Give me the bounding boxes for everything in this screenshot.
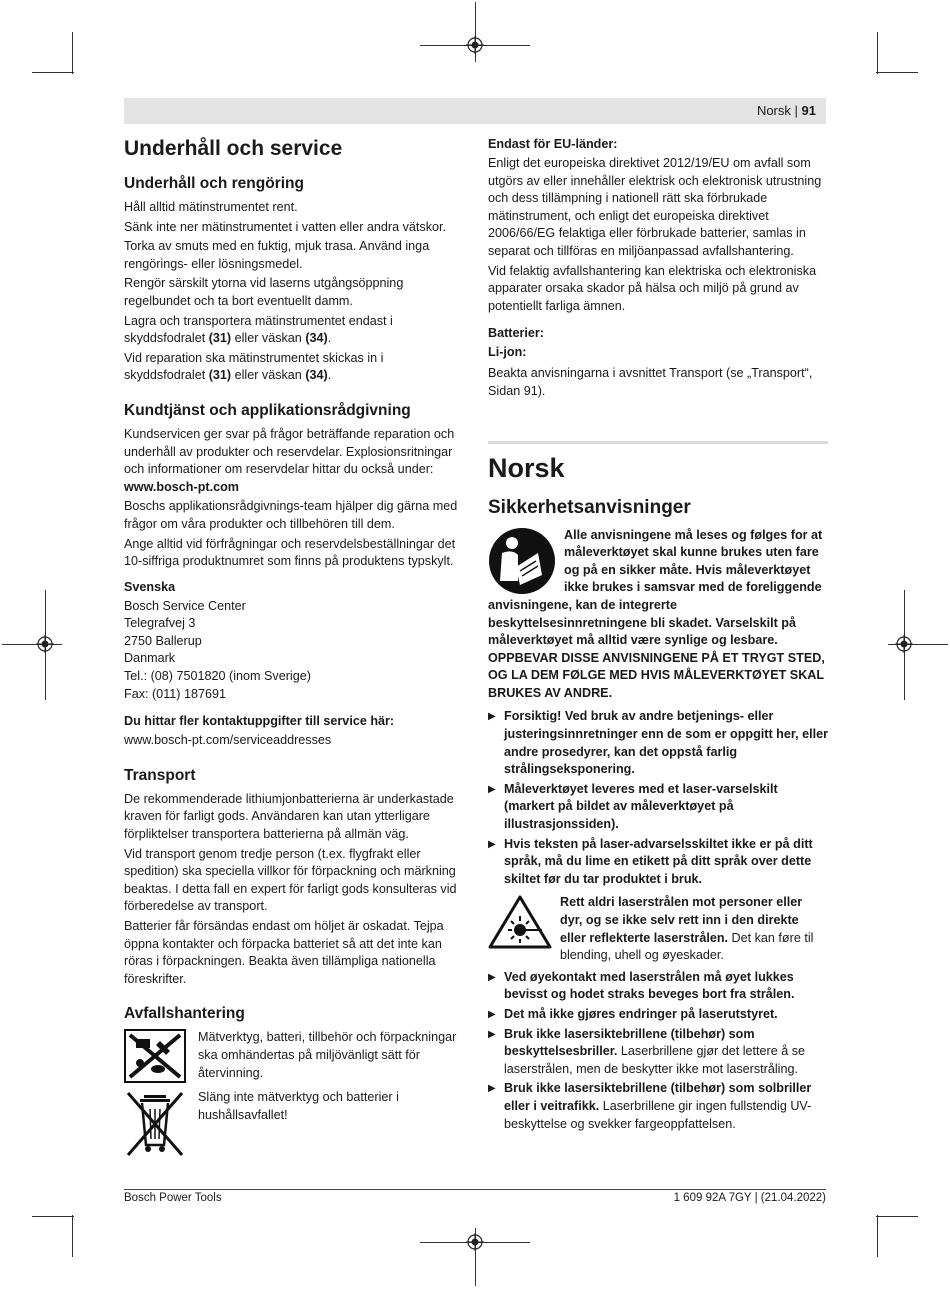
safety-bullet: ▶ Det må ikke gjøres endringer på laserutstyret. (488, 1006, 828, 1024)
disposal-heading: Avfallshantering (124, 1005, 245, 1023)
header-section: Norsk (756, 103, 791, 118)
service-heading: Kundtjänst och applikationsrådgivning (124, 401, 411, 419)
text-span: Lagra och transportera mätinstrumentet endast i skyddsfodralet (124, 313, 393, 346)
eu-text: Beakta anvisningarna i avsnittet Transport (se „Transport“, Sidan 91). (488, 366, 813, 398)
text-span: Laserbrillene gjør det lettere å se laserstrålen, men de beskytter ikke mot laserstråling. (504, 1044, 806, 1076)
maintenance-text (124, 350, 464, 385)
maintenance-text: Rengör särskilt ytorna vid laserns utgångsöppning regelbundet och ta bort eventuellt damm. (124, 276, 404, 308)
fax-number: Fax: (011) 187691 (124, 686, 226, 701)
footer-rule (124, 1189, 826, 1190)
footer-doc-number: 1 609 92A 7GY | (21.04.2022) (673, 1192, 826, 1204)
crop-mark (32, 1216, 74, 1217)
eu-text: Vid felaktig avfallshantering kan elektriska och elektroniska apparater orsaka skador på hälsa och miljö på grund av potentiellt farliga ämnen. (488, 263, 817, 313)
laser-warning-icon (488, 894, 552, 950)
address-line: Danmark (124, 651, 176, 666)
text-span: Vid reparation ska mätinstrumentet skickas in i skyddsfodralet (124, 350, 384, 383)
transport-text: De rekommenderade lithiumjonbatterierna är underkastade kraven för farligt gods. Användaren kan utan ytterligare förpliktelser transportera batterierna på allmän väg. (124, 791, 454, 842)
crop-mark (876, 1216, 918, 1217)
header-page-number: 91 (801, 103, 816, 118)
safety-bullet (488, 1026, 828, 1079)
safety-bullet (488, 1080, 828, 1133)
text-span: Bruk ikke lasersiktebrillene (tilbehør) som beskyttelsesbriller. (504, 1026, 755, 1059)
recycling-symbol-icon (124, 1029, 186, 1083)
safety-intro-text: Alle anvisningene må leses og følges for at måleverktøyet skal kunne brukes uten fare og på en sikker måte. Hvis måleverktøyet ikke brukes i samsvar med de foreliggende anvisningene, kan de integrerte beskyttelsesinnretningene bli skadet. Varselskilt på måleverktøyet må alltid være synlige og lesbare. OPPBEVAR DISSE ANVISNINGENE PÅ ET TRYGT STED, OG LA DEM FØLGE MED HVIS MÅLEVERKTØYET SKAL BRUKES AV ANDRE. (488, 527, 825, 700)
maintenance-heading: Underhåll och rengöring (124, 175, 304, 192)
crop-mark (72, 32, 73, 74)
text-span: eller väskan (231, 331, 306, 346)
text-span: . (327, 368, 332, 383)
header-separator: | (794, 103, 798, 118)
disposal-text: Släng inte mätverktyg och batterier i hushållsavfallet! (198, 1090, 399, 1122)
eu-heading: Endast för EU-länder: (488, 137, 618, 151)
text-span: (34) (305, 331, 328, 346)
text-span: Rett aldri laserstrålen mot personer eller dyr, og se ikke selv rett inn i den direkte eller reflekterte laserstrålen. (560, 895, 803, 945)
text-span: (34) (305, 368, 328, 383)
registration-mark-icon (466, 1233, 484, 1251)
service-text: Ange alltid vid förfrågningar och reservdelsbeställningar det 10-siffriga produktnumret som finns på produktens typskylt. (124, 536, 456, 569)
section-divider (488, 441, 828, 444)
safety-bullet: ▶ Måleverktøyet leveres med et laser-varselskilt (markert på bildet av måleverktøyet på illustrasjonssiden). (488, 781, 828, 834)
service-text: Kundservicen ger svar på frågor beträffande reparation och underhåll av produkter och reservdelar. Explosionsritningar och informationer om reservdelar hittar du också under: (124, 426, 455, 477)
service-text: Boschs applikationsrådgivnings-team hjälper dig gärna med frågor om våra produkter och tillbehören till dem. (124, 499, 458, 531)
phone-number: Tel.: (08) 7501820 (inom Sverige) (124, 669, 311, 684)
disposal-text: Mätverktyg, batteri, tillbehör och förpackningar ska omhändertas på miljövänligt sätt för återvinning. (198, 1030, 457, 1080)
safety-bullet: ▶ Forsiktig! Ved bruk av andre betjenings- eller justeringsinnretninger enn de som er oppgitt her, eller andre prosedyrer, kan det oppstå farlig strålingseksponering. (488, 708, 828, 778)
transport-heading: Transport (124, 766, 196, 784)
more-contacts-heading: Du hittar fler kontaktuppgifter till service här: (124, 714, 395, 729)
header-page-label (757, 103, 816, 118)
section-title: Underhåll och service (124, 137, 343, 160)
safety-bullet: ▶ Hvis teksten på laser-advarselsskiltet ikke er på ditt språk, må du lime en etikett på ditt språk over dette skiltet før du tar produktet i bruk. (488, 836, 828, 889)
text-span: Laserbrillene gir ingen fullstendig UV-beskyttelse og svekker fargeoppfattelsen. (504, 1098, 812, 1131)
registration-mark-icon (466, 36, 484, 54)
disposal-row (124, 1089, 464, 1159)
maintenance-text: Sänk inte ner mätinstrumentet i vatten eller andra vätskor. (124, 219, 447, 234)
footer-brand: Bosch Power Tools (124, 1192, 222, 1204)
registration-mark-icon (895, 635, 913, 653)
transport-text: Vid transport genom tredje person (t.ex. flygfrakt eller spedition) ska speciella villkor för förpackning och märkning beaktas. I detta fall en expert för farligt gods konsulteras vid förberedelse av transport. (124, 846, 457, 914)
read-manual-icon (488, 527, 556, 595)
service-addresses-url[interactable]: www.bosch-pt.com/serviceaddresses (124, 733, 332, 748)
text-span: (31) (208, 331, 232, 346)
text-span: Bruk ikke lasersiktebrillene (tilbehør) som solbriller eller i veitrafikk. (504, 1081, 812, 1113)
text-span: . (327, 331, 332, 346)
crop-mark (32, 72, 74, 73)
maintenance-text: Torka av smuts med en fuktig, mjuk trasa. Använd inga rengörings- eller lösningsmedel. (124, 239, 430, 271)
address-line: Bosch Service Center (124, 598, 246, 613)
address-line: 2750 Ballerup (124, 633, 202, 648)
left-column (124, 136, 464, 1165)
laser-warning (488, 894, 828, 964)
maintenance-text (124, 313, 464, 348)
page-header (124, 98, 826, 124)
li-ion-heading: Li-jon: (488, 345, 527, 360)
registration-mark-icon (36, 635, 54, 653)
text-span: Det kan føre til blending, uhell og øyeskader. (560, 930, 814, 963)
transport-text: Batterier får försändas endast om höljet är oskadat. Tejpa öppna kontakter och förpacka batteriet så att det inte kan röras i förpackningen. Beakta även tillämpliga nationella föreskrifter. (124, 919, 444, 986)
safety-heading: Sikkerhetsanvisninger (488, 496, 691, 518)
safety-bullet: ▶ Ved øyekontakt med laserstrålen må øyet lukkes bevisst og hodet straks beveges bort fra strålen. (488, 969, 828, 1004)
text-span: eller väskan (231, 368, 306, 383)
service-url[interactable]: www.bosch-pt.com (124, 479, 239, 494)
address-line: Telegrafvej 3 (124, 616, 196, 631)
language-title: Norsk (488, 452, 565, 483)
eu-text: Enligt det europeiska direktivet 2012/19/EU om avfall som utgörs av eller innehåller elektrisk och elektronisk utrustning och dess tillämpning i nationell rätt ska förbrukade mätinstrument, och enligt det europeiska direktivet 2006/66/EG felaktiga eller förbrukade batterier, samlas in separat och tillföras en miljöanpassad avfallshantering. (488, 156, 822, 258)
batteries-heading: Batterier: (488, 326, 544, 341)
crossed-bin-icon (124, 1089, 186, 1159)
maintenance-text: Håll alltid mätinstrumentet rent. (124, 200, 298, 214)
text-span: (31) (208, 368, 232, 383)
crop-mark (72, 1215, 73, 1257)
country-heading: Svenska (124, 579, 176, 594)
crop-mark (877, 32, 878, 74)
right-column (488, 136, 828, 1135)
crop-mark (877, 1215, 878, 1257)
disposal-row (124, 1029, 464, 1083)
safety-intro (488, 527, 828, 709)
crop-mark (876, 72, 918, 73)
